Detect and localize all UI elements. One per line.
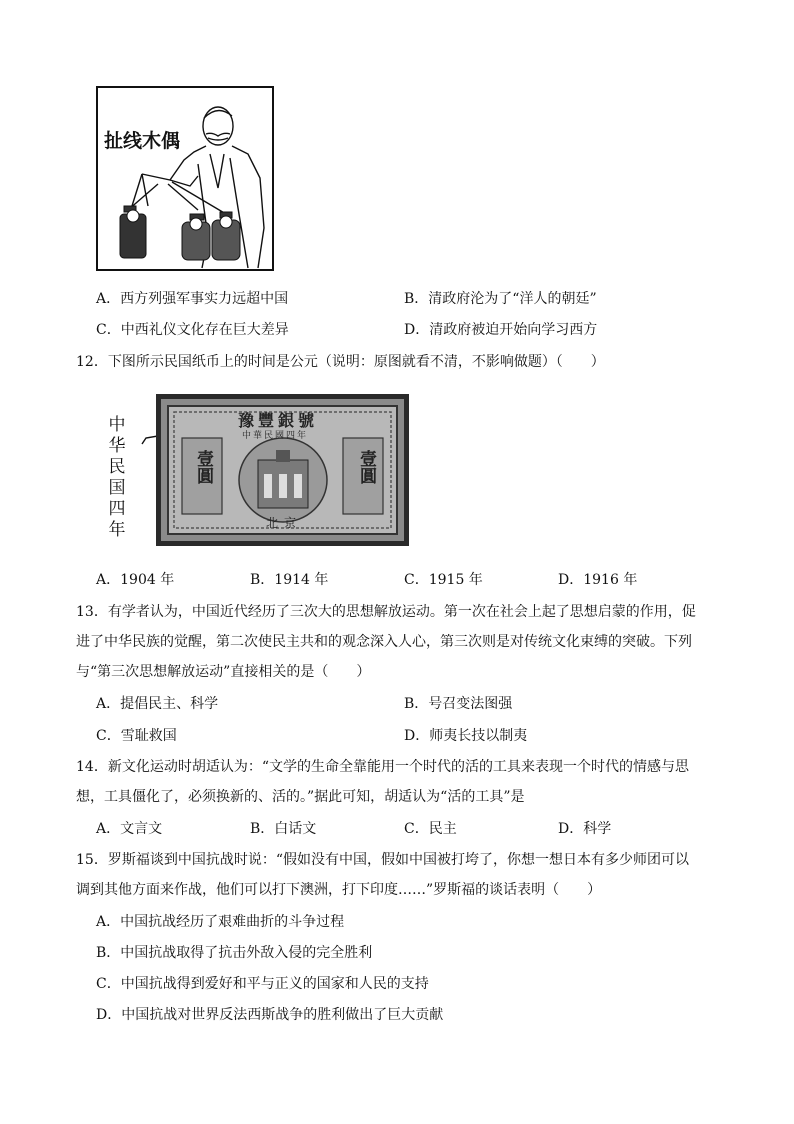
puppeteer-illustration	[98, 88, 272, 269]
q11-option-a[interactable]: A．西方列强军事实力远超中国	[96, 291, 289, 307]
q12-stem: 12．下图所示民国纸币上的时间是公元（说明：原图就看不清，不影响做题）（ ）	[76, 354, 605, 370]
q12-option-a[interactable]: A．1904 年	[96, 572, 175, 588]
q12-option-d[interactable]: D．1916 年	[558, 572, 638, 588]
cartoon-caption: 扯线木偶	[104, 130, 181, 152]
banknote-year-label: 中 华 民 国 四 年	[108, 415, 126, 540]
q11-option-d[interactable]: D．清政府被迫开始向学习西方	[404, 322, 598, 338]
q13-option-d[interactable]: D．师夷长技以制夷	[404, 728, 528, 744]
q15-option-a[interactable]: A．中国抗战经历了艰难曲折的斗争过程	[96, 914, 345, 930]
q14-option-d[interactable]: D．科学	[558, 821, 612, 837]
q15-option-d[interactable]: D．中国抗战对世界反法西斯战争的胜利做出了巨大贡献	[96, 1007, 444, 1023]
q13-stem-line-3: 与“第三次思想解放运动”直接相关的是（ ）	[76, 664, 371, 680]
puppet-cartoon-figure	[96, 86, 274, 271]
q13-option-b[interactable]: B．号召变法图强	[404, 696, 513, 712]
banknote-left-value: 壹圓	[193, 450, 213, 484]
q13-option-a[interactable]: A．提倡民主、科学	[96, 696, 219, 712]
q13-option-c[interactable]: C．雪耻救国	[96, 728, 177, 744]
banknote-image	[156, 394, 409, 546]
q15-stem-line-2: 调到其他方面来作战，他们可以打下澳洲，打下印度……”罗斯福的谈话表明（ ）	[76, 882, 602, 898]
banknote-city: 北京	[266, 516, 303, 530]
q14-option-c[interactable]: C．民主	[404, 821, 457, 837]
q15-option-b[interactable]: B．中国抗战取得了抗击外敌入侵的完全胜利	[96, 945, 373, 961]
q14-stem-line-2: 想，工具僵化了，必须换新的、活的。”据此可知，胡适认为“活的工具”是	[76, 789, 525, 805]
banknote-year-line: 中華民國四年	[242, 431, 309, 441]
q12-option-b[interactable]: B．1914 年	[250, 572, 329, 588]
q13-stem-line-1: 13．有学者认为，中国近代经历了三次大的思想解放运动。第一次在社会上起了思想启蒙的作用，促	[76, 604, 696, 620]
banknote-bank-name: 豫豐銀號	[238, 411, 319, 430]
q15-option-c[interactable]: C．中国抗战得到爱好和平与正义的国家和人民的支持	[96, 976, 429, 992]
banknote-right-value: 壹圓	[356, 450, 376, 484]
q15-stem-line-1: 15．罗斯福谈到中国抗战时说：“假如没有中国，假如中国被打垮了，你想一想日本有多少师团可以	[76, 852, 689, 868]
q11-option-b[interactable]: B．清政府沦为了“洋人的朝廷”	[404, 291, 597, 307]
q14-option-b[interactable]: B．白话文	[250, 821, 317, 837]
q14-option-a[interactable]: A．文言文	[96, 821, 163, 837]
q13-stem-line-2: 进了中华民族的觉醒，第二次使民主共和的观念深入人心，第三次则是对传统文化束缚的突破。下列	[76, 634, 692, 650]
q12-option-c[interactable]: C．1915 年	[404, 572, 483, 588]
q11-option-c[interactable]: C．中西礼仪文化存在巨大差异	[96, 322, 289, 338]
q14-stem-line-1: 14．新文化运动时胡适认为：“文学的生命全靠能用一个时代的活的工具来表现一个时代的情感与思	[76, 759, 689, 775]
